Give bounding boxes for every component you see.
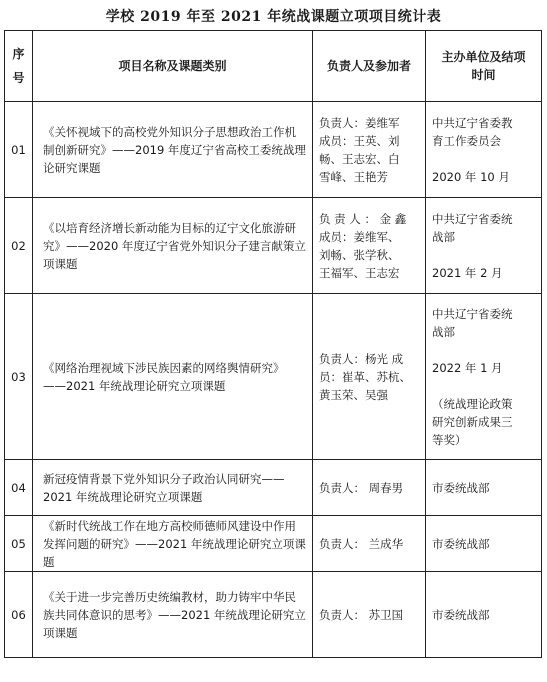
project-name: 《网络治理视域下涉民族因素的网络舆情研究》——2021 年统战理论研究立项课题 bbox=[33, 294, 313, 460]
project-name: 新冠疫情背景下党外知识分子政治认同研究——2021 年统战理论研究立项课题 bbox=[33, 460, 313, 516]
row-number: 02 bbox=[5, 198, 33, 294]
row-number: 06 bbox=[5, 572, 33, 658]
org-spacer bbox=[432, 150, 535, 168]
org-cell bbox=[426, 198, 542, 294]
row-number: 04 bbox=[5, 460, 33, 516]
people-line: 负责人： 兰成华 bbox=[319, 536, 404, 551]
people-cell bbox=[313, 102, 426, 198]
org-line: 中共辽宁省委统 bbox=[432, 211, 513, 226]
people-cell bbox=[313, 294, 426, 460]
org-line: 等奖） bbox=[432, 432, 467, 447]
org-line: 育工作委员会 bbox=[432, 133, 501, 148]
project-name: 《关于进一步完善历史统编教材，助力铸牢中华民族共同体意识的思考》——2021 年统战理论研究立项课题 bbox=[33, 572, 313, 658]
people-line: 雪峰、王艳芳 bbox=[319, 169, 388, 184]
org-line: 2021 年 2 月 bbox=[432, 265, 503, 280]
people-line: 负责人： 周春男 bbox=[319, 480, 404, 495]
header-people: 负责人及参加者 bbox=[313, 31, 426, 102]
header-org-line1: 主办单位及结项 bbox=[441, 50, 526, 64]
people-line: 员：崔革、苏杭、 bbox=[319, 369, 411, 384]
org-cell bbox=[426, 294, 542, 460]
table-row bbox=[5, 460, 542, 516]
org-line: 战部 bbox=[432, 324, 455, 339]
header-project: 项目名称及课题类别 bbox=[33, 31, 313, 102]
org-line: 中共辽宁省委统 bbox=[432, 306, 513, 321]
row-number: 05 bbox=[5, 516, 33, 572]
people-line: 刘畅、张学秋、 bbox=[319, 247, 400, 262]
table-row bbox=[5, 294, 542, 460]
people-line: 负责人：杨光 成 bbox=[319, 351, 404, 366]
row-number: 01 bbox=[5, 102, 33, 198]
org-spacer bbox=[432, 341, 535, 359]
header-org-line2: 时间 bbox=[471, 68, 496, 82]
org-cell bbox=[426, 460, 542, 516]
header-number bbox=[5, 31, 33, 102]
people-line: 负责人： 苏卫国 bbox=[319, 607, 404, 622]
table-row bbox=[5, 102, 542, 198]
people-line: 负责人：姜维军 bbox=[319, 115, 400, 130]
table-row bbox=[5, 516, 542, 572]
header-org bbox=[426, 31, 542, 102]
header-number-line1: 序 bbox=[12, 47, 25, 61]
people-cell bbox=[313, 516, 426, 572]
org-line: （统战理论政策 bbox=[432, 396, 513, 411]
org-line: 市委统战部 bbox=[432, 480, 490, 495]
project-name: 《关怀视域下的高校党外知识分子思想政治工作机制创新研究》——2019 年度辽宁省高校工委统战理论研究课题 bbox=[33, 102, 313, 198]
org-line: 市委统战部 bbox=[432, 607, 490, 622]
org-line: 市委统战部 bbox=[432, 536, 490, 551]
people-line: 成员：姜维军、 bbox=[319, 229, 400, 244]
people-cell bbox=[313, 460, 426, 516]
org-line: 2020 年 10 月 bbox=[432, 169, 510, 184]
org-cell bbox=[426, 516, 542, 572]
org-line: 中共辽宁省委教 bbox=[432, 115, 513, 130]
org-line: 2022 年 1 月 bbox=[432, 360, 503, 375]
people-line: 负 责 人 ： 金 鑫 bbox=[319, 211, 407, 226]
org-spacer bbox=[432, 377, 535, 395]
header-number-line2: 号 bbox=[12, 71, 25, 85]
people-line: 成员：王英、刘 bbox=[319, 133, 400, 148]
people-line: 王福军、王志宏 bbox=[319, 265, 400, 280]
org-cell bbox=[426, 102, 542, 198]
people-cell bbox=[313, 198, 426, 294]
page-title: 学校 2019 年至 2021 年统战课题立项项目统计表 bbox=[105, 9, 442, 25]
project-name: 《新时代统战工作在地方高校师德师风建设中作用发挥问题的研究》——2021 年统战理论研究立项课题 bbox=[33, 516, 313, 572]
org-spacer bbox=[432, 246, 535, 264]
org-cell bbox=[426, 572, 542, 658]
table-row bbox=[5, 572, 542, 658]
people-line: 畅、王志宏、白 bbox=[319, 151, 400, 166]
org-line: 战部 bbox=[432, 229, 455, 244]
table-row bbox=[5, 198, 542, 294]
org-line: 研究创新成果三 bbox=[432, 414, 513, 429]
project-name: 《以培育经济增长新动能为目标的辽宁文化旅游研究》——2020 年度辽宁省党外知识分子建言献策立项课题 bbox=[33, 198, 313, 294]
people-line: 黄玉荣、吴强 bbox=[319, 387, 388, 402]
project-statistics-table bbox=[4, 30, 542, 658]
row-number: 03 bbox=[5, 294, 33, 460]
people-cell bbox=[313, 572, 426, 658]
table-header-row bbox=[5, 31, 542, 102]
